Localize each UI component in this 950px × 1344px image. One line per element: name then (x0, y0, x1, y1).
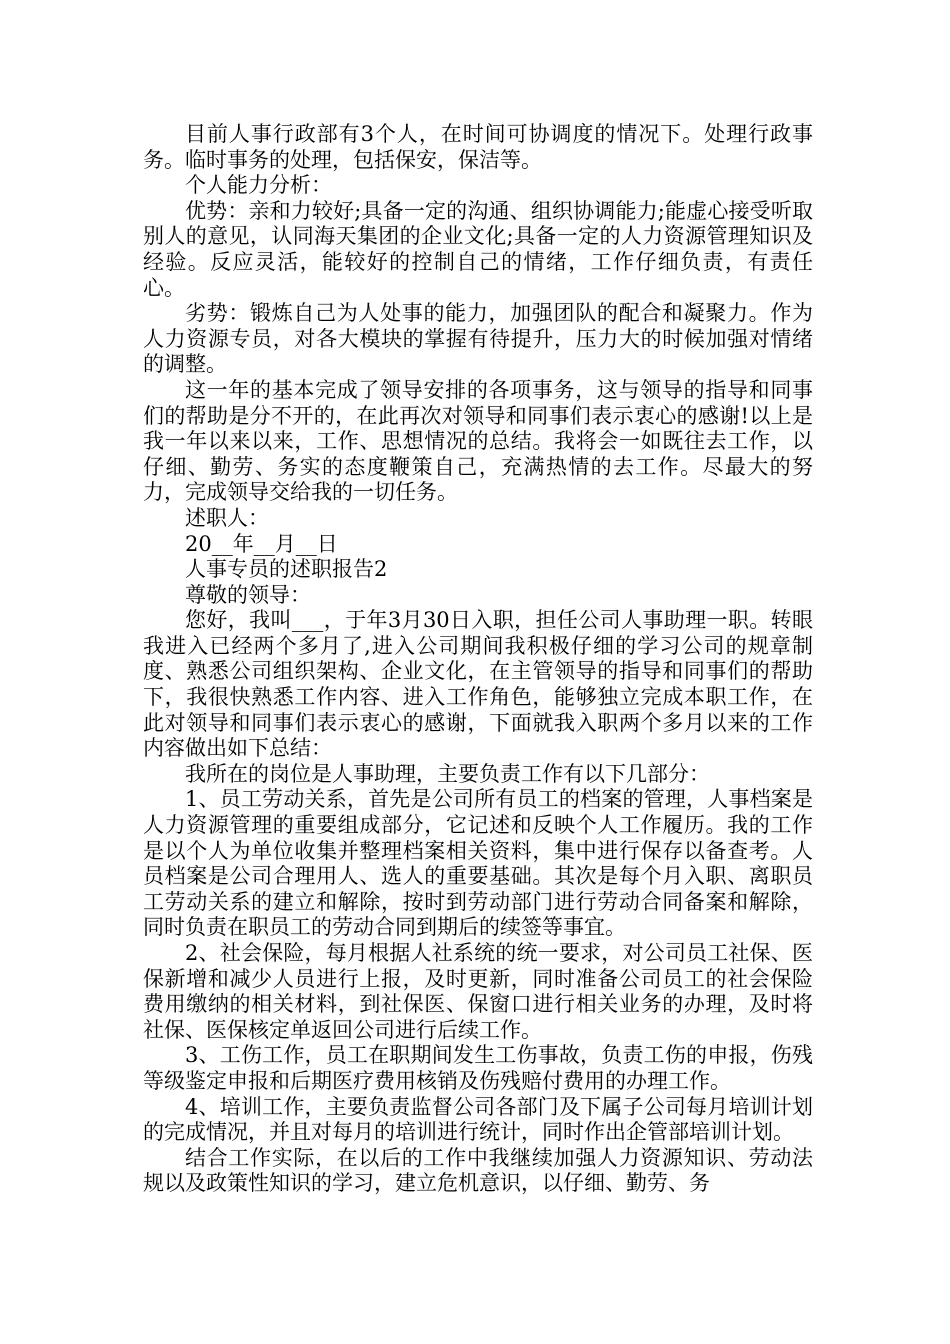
paragraph-salutation: 尊敬的领导： (185, 582, 311, 607)
paragraph-introduction: 您好，我叫___，于年3月30日入职，担任公司人事助理一职。转眼我进入已经两个多月了,进入公司期间我积极仔细的学习公司的规章制度、熟悉公司组织架构、企业文化，在主管领导的指导和同事们的帮助下，我很快熟悉工作内容、进入工作角色，能够独立完成本职工作，在此对领导和同事们表示衷心的感谢，下面就我入职两个多月以来的工作内容做出如下总结： (143, 608, 813, 761)
paragraph-report-title: 人事专员的述职报告2 (185, 557, 388, 582)
paragraph-reporter: 述职人： (185, 505, 269, 530)
paragraph-hr-staffing: 目前人事行政部有3个人，在时间可协调度的情况下。处理行政事务。临时事务的处理，包括保安，保洁等。 (143, 122, 813, 172)
paragraph-date: 20__年__月__日 (185, 531, 338, 556)
paragraph-future-plan: 结合工作实际，在以后的工作中我继续加强人力资源知识、劳动法规以及政策性知识的学习，建立危机意识，以仔细、勤劳、务 (143, 1145, 813, 1196)
paragraph-strengths: 优势：亲和力较好;具备一定的沟通、组织协调能力;能虚心接受听取别人的意见，认同海天集团的企业文化;具备一定的人力资源管理知识及经验。反应灵活，能较好的控制自己的情绪，工作仔细负责，有责任心。 (143, 198, 813, 300)
document-body (143, 122, 813, 1197)
paragraph-year-summary: 这一年的基本完成了领导安排的各项事务，这与领导的指导和同事们的帮助是分不开的，在此再次对领导和同事们表示衷心的感谢!以上是我一年以来以来，工作、思想情况的总结。我将会一如既往去工作，以仔细、勤劳、务实的态度鞭策自己，充满热情的去工作。尽最大的努力，完成领导交给我的一切任务。 (143, 377, 813, 505)
paragraph-labor-relations: 1、员工劳动关系，首先是公司所有员工的档案的管理，人事档案是人力资源管理的重要组成部分，它记述和反映个人工作履历。我的工作是以个人为单位收集并整理档案相关资料，集中进行保存以备查考。人员档案是公司合理用人、选人的重要基础。其次是每个月入职、离职员工劳动关系的建立和解除，按时到劳动部门进行劳动合同备案和解除，同时负责在职员工的劳动合同到期后的续签等事宜。 (143, 787, 813, 940)
paragraph-social-insurance: 2、社会保险，每月根据人社系统的统一要求，对公司员工社保、医保新增和减少人员进行上报，及时更新，同时准备公司员工的社会保险费用缴纳的相关材料，到社保医、保窗口进行相关业务的办理，及时将社保、医保核定单返回公司进行后续工作。 (143, 941, 813, 1042)
paragraph-weaknesses: 劣势：锻炼自己为人处事的能力，加强团队的配合和凝聚力。作为人力资源专员，对各大模块的掌握有待提升，压力大的时候加强对情绪的调整。 (143, 301, 813, 377)
paragraph-work-injury: 3、工伤工作，员工在职期间发生工伤事故，负责工伤的申报，伤残等级鉴定申报和后期医疗费用核销及伤残赔付费用的办理工作。 (143, 1043, 813, 1093)
paragraph-training: 4、培训工作，主要负责监督公司各部门及下属子公司每月培训计划的完成情况，并且对每月的培训进行统计，同时作出企管部培训计划。 (143, 1094, 813, 1145)
paragraph-position-duties: 我所在的岗位是人事助理，主要负责工作有以下几部分： (185, 761, 710, 786)
paragraph-ability-heading: 个人能力分析： (185, 173, 332, 198)
